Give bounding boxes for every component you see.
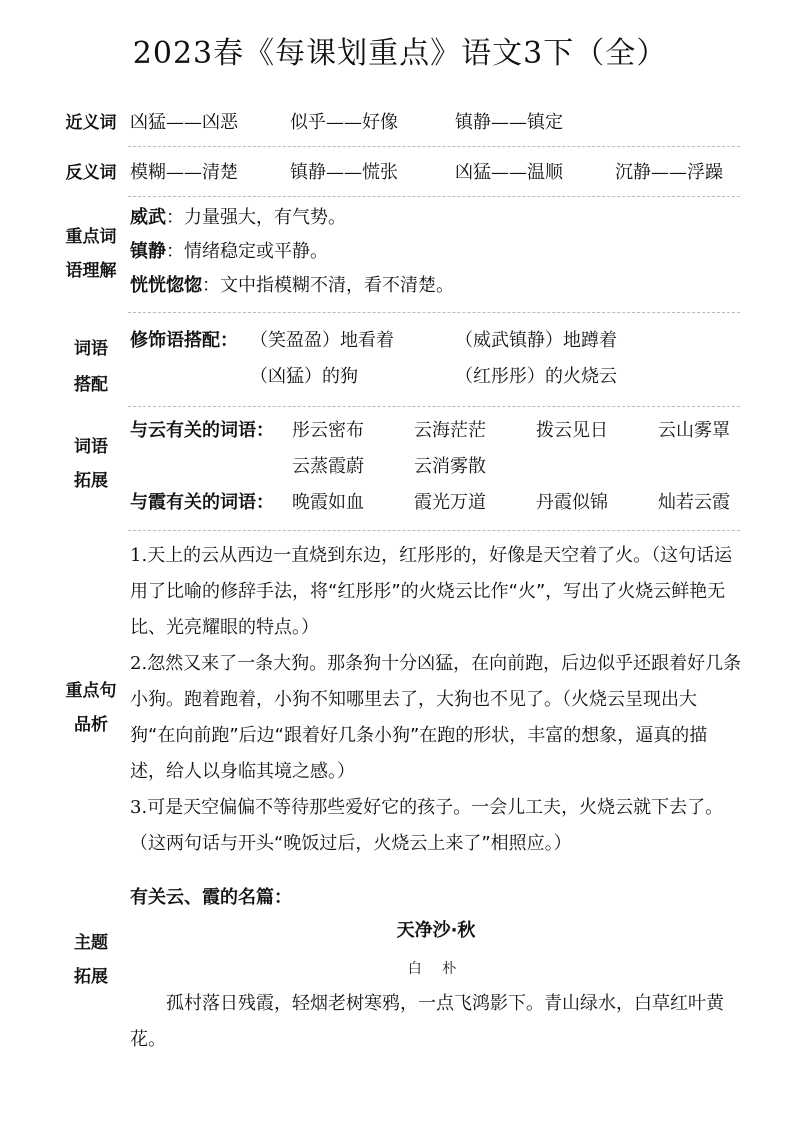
cloud-word: 云海茫茫: [414, 420, 486, 441]
sentence-number: 2.: [130, 653, 148, 674]
page-title: 2023春《每课划重点》语文3下（全）: [132, 36, 668, 71]
cloud-word: 云山雾罩: [658, 420, 730, 441]
collocation-label: 词语: [74, 339, 108, 359]
cloud-word: 拨云见日: [536, 420, 608, 441]
key-word-def: ：文中指模糊不清，看不清楚。: [202, 275, 454, 296]
xia-heading: 与霞有关的词语：: [130, 492, 274, 513]
antonym-pair: 模糊——清楚: [130, 162, 238, 183]
synonym-pair: 似乎——好像: [290, 112, 398, 133]
collocation-item: （笑盈盈）地看着: [250, 330, 394, 351]
key-word-term: 镇静: [130, 241, 166, 262]
collocation-label: 搭配: [74, 375, 108, 395]
synonym-pair: 凶猛——凶恶: [130, 112, 238, 133]
collocation-heading: 修饰语搭配：: [130, 330, 238, 351]
key-word-term: 恍恍惚惚: [130, 275, 202, 296]
sentence-text: 忽然又来了一条大狗。那条狗十分凶猛，在向前跑，后边似乎还跟着好几条小狗。跑着跑着，小狗不知哪里去了，大狗也不见了。: [130, 653, 742, 710]
expansion-label: 词语: [74, 437, 108, 457]
sentence-number: 3.: [130, 797, 148, 818]
sentence-text: 天上的云从西边一直烧到东边，红彤彤的，好像是天空着了火。: [147, 545, 652, 566]
cloud-word: 云消雾散: [414, 456, 486, 477]
poem-author: 白 朴: [407, 961, 465, 977]
sentence-note: （这两句话与开头“晚饭过后，火烧云上来了”相照应。）: [130, 833, 572, 854]
theme-heading: 有关云、霞的名篇：: [130, 887, 292, 908]
sentence-note: （这句话运用了比喻的修辞手法，将“红彤彤”的火烧云比作“火”，写出了火烧云鲜艳无比、光亮耀眼的特点。）: [130, 545, 733, 638]
sentence-number: 1.: [130, 545, 148, 566]
divider: [128, 530, 740, 531]
poem-body: 孤村落日残霞，轻烟老树寒鸦，一点飞鸿影下。青山绿水，白草红叶黄花。: [130, 993, 724, 1050]
theme-label: 主题: [74, 933, 108, 953]
collocation-item: （威武镇静）地蹲着: [455, 330, 617, 351]
sentence-note: （火烧云呈现出大狗“在向前跑”后边“跟着好几条小狗”在跑的形状，丰富的想象，逼真的描述，给人以身临其境之感。）: [130, 689, 708, 782]
key-sentence: [130, 538, 742, 646]
poem-title: 天净沙·秋: [396, 920, 476, 941]
divider: [128, 196, 740, 197]
xia-word: 晚霞如血: [292, 492, 364, 513]
key-word-def: ：情绪稳定或平静。: [166, 241, 328, 262]
key-sentence: [130, 646, 742, 790]
collocation-item: （红彤彤）的火烧云: [455, 366, 617, 387]
divider: [128, 146, 740, 147]
antonyms-label: 反义词: [65, 163, 117, 183]
antonym-pair: 沉静——浮躁: [615, 162, 723, 183]
key-words-label: 语理解: [65, 261, 117, 281]
key-words-label: 重点词: [65, 227, 117, 247]
synonym-pair: 镇静——镇定: [455, 112, 563, 133]
cloud-word: 彤云密布: [292, 420, 364, 441]
key-word-item: [130, 204, 346, 232]
key-word-item: [130, 238, 328, 266]
key-sentence: [130, 790, 742, 862]
key-sentences-label: 重点句: [65, 681, 117, 701]
divider: [128, 312, 740, 313]
expansion-label: 拓展: [74, 471, 108, 491]
xia-word: 丹霞似锦: [536, 492, 608, 513]
collocation-item: （凶猛）的狗: [250, 366, 358, 387]
xia-word: 灿若云霞: [658, 492, 730, 513]
key-word-term: 威武: [130, 207, 166, 228]
cloud-heading: 与云有关的词语：: [130, 420, 274, 441]
synonyms-label: 近义词: [65, 113, 117, 133]
cloud-word: 云蒸霞蔚: [292, 456, 364, 477]
key-word-item: [130, 272, 454, 300]
divider: [128, 406, 740, 407]
antonym-pair: 镇静——慌张: [290, 162, 398, 183]
sentence-text: 可是天空偏偏不等待那些爱好它的孩子。一会儿工夫，火烧云就下去了。: [147, 797, 724, 818]
xia-word: 霞光万道: [414, 492, 486, 513]
theme-label: 拓展: [74, 967, 108, 987]
key-sentences-label: 品析: [74, 715, 108, 735]
antonym-pair: 凶猛——温顺: [455, 162, 563, 183]
key-word-def: ：力量强大，有气势。: [166, 207, 346, 228]
